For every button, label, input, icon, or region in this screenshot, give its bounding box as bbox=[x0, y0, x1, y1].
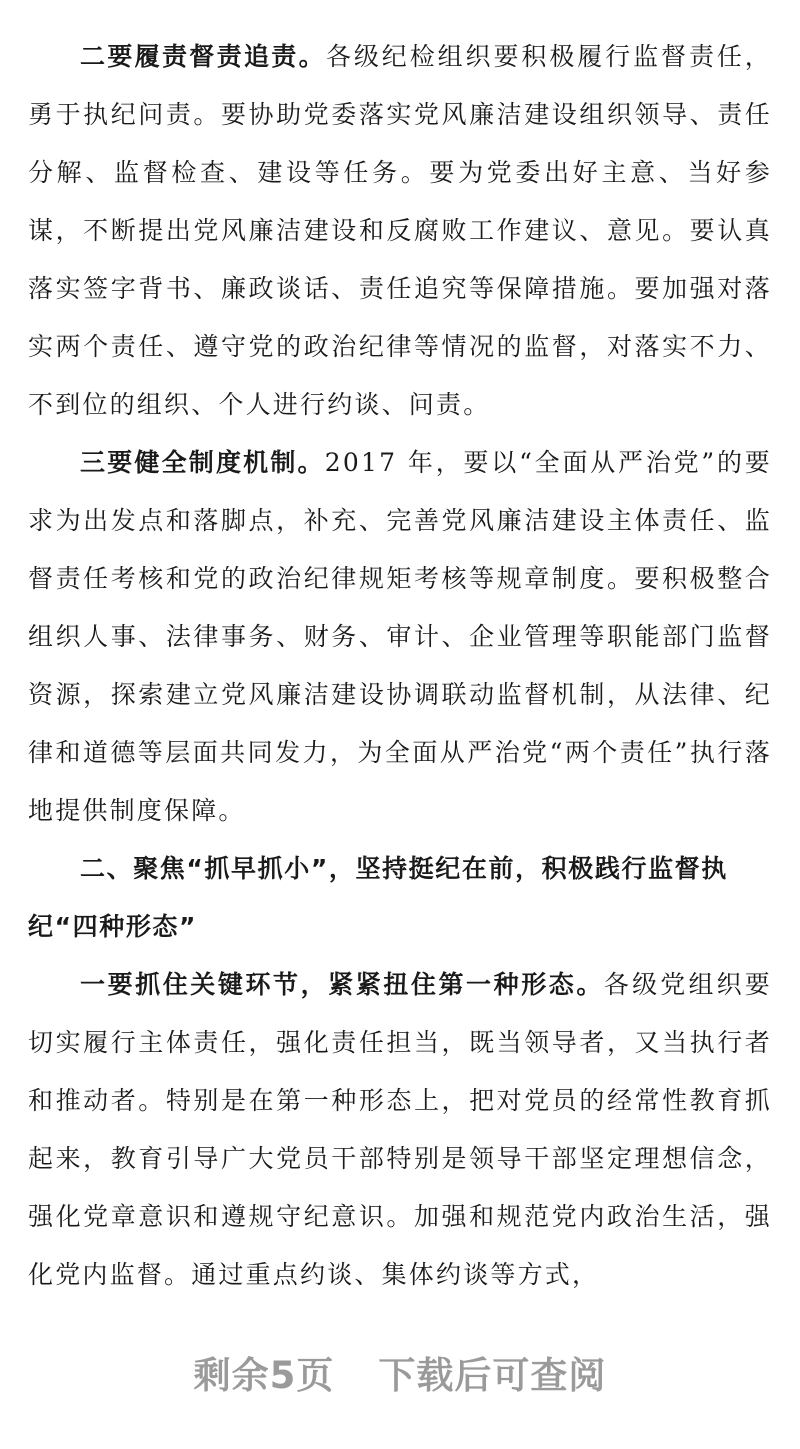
paragraph-1-lead: 二要履责督责追责。 bbox=[80, 42, 326, 71]
paragraph-3-lead: 一要抓住关键环节，紧紧扭住第一种形态。 bbox=[80, 970, 604, 999]
download-to-view-text: 下载后可查阅 bbox=[378, 1354, 607, 1397]
paragraph-3 bbox=[28, 956, 772, 1304]
paragraph-2 bbox=[28, 434, 772, 840]
section-heading: 二、聚焦“抓早抓小”，坚持挺纪在前，积极践行监督执纪“四种形态” bbox=[28, 854, 728, 941]
document-page bbox=[28, 28, 772, 1304]
paragraph-1-body: 各级纪检组织要积极履行监督责任，勇于执纪问责。要协助党委落实党风廉洁建设组织领导、责任分解、监督检查、建设等任务。要为党委出好主意、当好参谋，不断提出党风廉洁建设和反腐败工作建议、意见。要认真落实签字背书、廉政谈话、责任追究等保障措施。要加强对落实两个责任、遵守党的政治纪律等情况的监督，对落实不力、不到位的组织、个人进行约谈、问责。 bbox=[28, 42, 773, 419]
paragraph-3-body: 各级党组织要切实履行主体责任，强化责任担当，既当领导者，又当执行者和推动者。特别是在第一种形态上，把对党员的经常性教育抓起来，教育引导广大党员干部特别是领导干部坚定理想信念，强化党章意识和遵规守纪意识。加强和规范党内政治生活，强化党内监督。通过重点约谈、集体约谈等方式， bbox=[28, 970, 772, 1289]
paragraph-2-lead: 三要健全制度机制。 bbox=[80, 448, 325, 477]
paragraph-1 bbox=[28, 28, 772, 434]
download-prompt[interactable] bbox=[0, 1345, 800, 1399]
paragraph-2-body: 2017 年，要以“全面从严治党”的要求为出发点和落脚点，补充、完善党风廉洁建设主体责任、监督责任考核和党的政治纪律规矩考核等规章制度。要积极整合组织人事、法律事务、财务、审计、企业管理等职能部门监督资源，探索建立党风廉洁建设协调联动监督机制，从法律、纪律和道德等层面共同发力，为全面从严治党“两个责任”执行落地提供制度保障。 bbox=[28, 448, 772, 825]
remaining-pages-text: 剩余5页 bbox=[193, 1354, 335, 1397]
